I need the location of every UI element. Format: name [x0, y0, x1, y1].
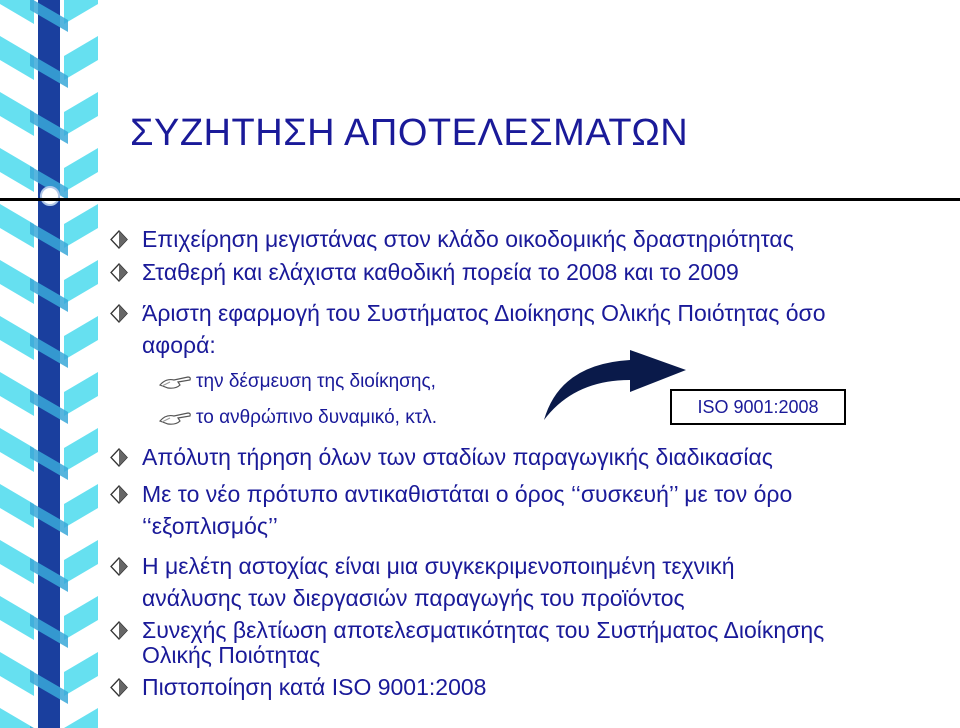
bullet-text: Σταθερή και ελάχιστα καθοδική πορεία το 2008 και το 2009	[142, 259, 739, 285]
bullet-text: Με το νέο πρότυπο αντικαθιστάται ο όρος ‘‘συσκευή’’ με τον όρο	[142, 481, 793, 507]
diamond-bullet-icon	[108, 549, 130, 584]
bullet-text: Ολικής Ποιότητας	[142, 642, 321, 668]
diamond-bullet-icon	[108, 477, 130, 512]
sub-bullet-text: την δέσμευση της διοίκησης,	[196, 371, 436, 392]
bullet-text: ανάλυσης των διεργασιών παραγωγής του προϊόντος	[142, 585, 685, 611]
curved-arrow-icon	[540, 348, 690, 428]
bullet-text: Συνεχής βελτίωση αποτελεσματικότητας του Συστήματος Διοίκησης	[142, 617, 825, 643]
diamond-bullet-icon	[108, 440, 130, 475]
diamond-bullet-icon	[108, 670, 130, 705]
sub-bullet-text: το ανθρώπινο δυναμικό, κτλ.	[196, 407, 437, 428]
diamond-bullet-icon	[108, 613, 130, 648]
pointing-hand-icon	[158, 374, 192, 392]
slide-title: ΣΥΖΗΤΗΣΗ ΑΠΟΤΕΛΕΣΜΑΤΩΝ	[130, 112, 689, 154]
diamond-bullet-icon	[108, 296, 130, 331]
diamond-bullet-icon	[108, 222, 130, 257]
ribbon-decoration	[0, 0, 100, 728]
bullet-text: Άριστη εφαρμογή του Συστήματος Διοίκησης Ολικής Ποιότητας όσο	[142, 300, 826, 326]
bullet-text: Πιστοποίηση κατά ISO 9001:2008	[142, 674, 487, 700]
bullet-text: Η μελέτη αστοχίας είναι μια συγκεκριμενοποιημένη τεχνική	[142, 553, 735, 579]
bullet-text: αφορά:	[142, 332, 216, 358]
pointing-hand-icon	[158, 410, 192, 428]
title-divider	[0, 198, 960, 201]
bullet-text: Επιχείρηση μεγιστάνας στον κλάδο οικοδομικής δραστηριότητας	[142, 226, 794, 252]
diamond-bullet-icon	[108, 255, 130, 290]
bullet-text: ‘‘εξοπλισμός’’	[142, 513, 278, 539]
iso-callout: ISO 9001:2008	[670, 389, 846, 425]
bullet-text: Απόλυτη τήρηση όλων των σταδίων παραγωγικής διαδικασίας	[142, 444, 773, 470]
